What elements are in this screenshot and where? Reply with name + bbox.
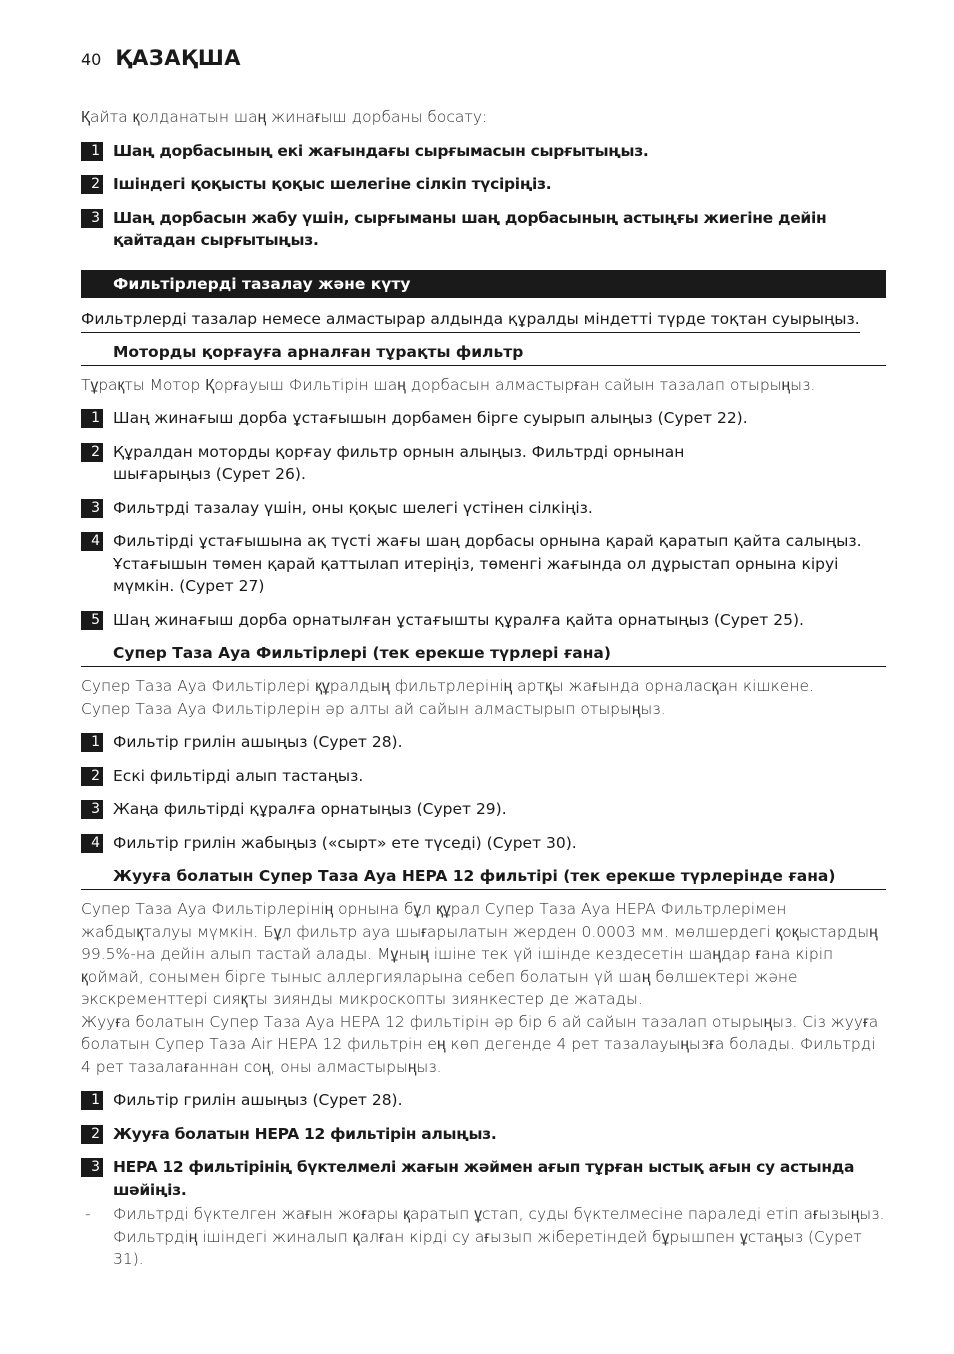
- step-number: 1: [81, 733, 103, 752]
- step-text: Жаңа фильтірді құралға орнатыңыз (Сурет 29).: [113, 800, 507, 818]
- super-step-4: [81, 832, 886, 855]
- step-text: Фильтір грилін ашыңыз (Сурет 28).: [113, 733, 403, 751]
- step-number: 1: [81, 142, 103, 161]
- section-title-bar: Фильтірлерді тазалау және күту: [81, 270, 886, 298]
- bag-step-3: [81, 207, 886, 252]
- motor-filter-description: Тұрақты Мотор Қорғауыш Фильтірін шаң дорбасын алмастырған сайын тазалап отырыңыз.: [81, 375, 816, 394]
- page-number: 40: [81, 50, 102, 69]
- page-language-title: ҚАЗАҚША: [115, 46, 242, 70]
- step-text: Фильтрді тазалау үшін, оны қоқыс шелегі үстінен сілкіңіз.: [113, 498, 593, 517]
- motor-filter-heading: Моторды қорғауға арналған тұрақты фильтр: [81, 341, 886, 366]
- hepa-step-3: [81, 1156, 886, 1201]
- hepa-step-1: [81, 1089, 886, 1112]
- warning-text: Фильтрлерді тазалар немесе алмастырар алдында құралды міндетті түрде тоқтан суырыңыз.: [81, 308, 860, 333]
- page-content: [81, 106, 886, 1271]
- hepa-paragraph-1: Супер Таза Ауа Фильтірлерінің орнына бұл құрал Супер Таза Ауа HEPA Фильтрлерімен жабдықталуы мүмкін. Бұл фильтр ауа шығарылатын жерден 0.0003 мм. мөлшердегі қоқыстардың 99.5%-на дейін алып тастай алады. Мұның ішіне тек үй ішінде кездесетін шаңдар ғана кіріп қоймай, сонымен бірге тыныс аллергияларына себеп болатын үй шаң бөлшектері және экскременттері сияқты зиянды микроскопты зиянкестер де жатады.: [81, 900, 878, 1008]
- motor-step-3: [81, 497, 886, 520]
- step-text: Фильтір грилін жабыңыз («сырт» ете түседі) (Сурет 30).: [113, 833, 577, 852]
- step-text: Жууға болатын HEPA 12 фильтірін алыңыз.: [113, 1124, 497, 1143]
- motor-step-1: [81, 407, 886, 430]
- step-number: 2: [81, 443, 103, 462]
- motor-step-4: [81, 530, 886, 598]
- super-clean-description-1: Супер Таза Ауа Фильтірлері құралдың фильтрлерінің артқы жағында орналасқан кішкене.: [81, 677, 814, 695]
- step-number: 3: [81, 209, 103, 228]
- super-step-3: [81, 798, 886, 821]
- step-number: 3: [81, 499, 103, 518]
- step-number: 4: [81, 532, 103, 551]
- step-text: Ішіндегі қоқысты қоқыс шелегіне сілкіп түсіріңіз.: [113, 175, 552, 193]
- dash-bullet: -: [85, 1205, 91, 1223]
- super-clean-heading: Супер Таза Ауа Фильтірлері (тек ерекше түрлері ғана): [81, 642, 886, 667]
- step-number: 2: [81, 767, 103, 786]
- motor-step-5: [81, 609, 886, 632]
- hepa-heading: Жууға болатын Супер Таза Ауа HEPA 12 фильтірі (тек ерекше түрлерінде ғана): [81, 865, 886, 890]
- hepa-note: [81, 1203, 886, 1271]
- step-text: Шаң жинағыш дорба орнатылған ұстағышты құралға қайта орнатыңыз (Сурет 25).: [113, 610, 804, 629]
- hepa-paragraph-2: Жууға болатын Супер Таза Ауа HEPA 12 фильтірін әр бір 6 ай сайын тазалап отырыңыз. Сіз жууға болатын Супер Таза Air HEPA 12 фильтрін ең көп дегенде 4 рет тазалауыңызға болады. Фильтрді 4 рет тазалағаннан соң, оны алмастырыңыз.: [81, 1012, 879, 1076]
- step-number: 5: [81, 611, 103, 630]
- step-text: HEPA 12 фильтірінің бүктелмелі жағын жәймен ағып тұрған ыстық ағын су астында шәйіңіз.: [113, 1158, 855, 1199]
- step-text: Фильтірді ұстағышына ақ түсті жағы шаң дорбасы орнына қарай қаратып қайта салыңыз. Ұстағышын төмен қарай қаттылап итеріңіз, төменгі жағында ол дұрыстап орнына кіруі мүмкін. (Сурет 27): [113, 532, 862, 595]
- step-number: 2: [81, 1125, 103, 1144]
- step-text: Фильтір грилін ашыңыз (Сурет 28).: [113, 1091, 403, 1109]
- step-number: 3: [81, 800, 103, 819]
- step-text: Шаң жинағыш дорба ұстағышын дорбамен бірге суырып алыңыз (Сурет 22).: [113, 409, 748, 427]
- step-text: Шаң дорбасының екі жағындағы сырғымасын сырғытыңыз.: [113, 141, 649, 160]
- step-number: 4: [81, 834, 103, 853]
- page-header: [81, 46, 241, 70]
- bag-step-2: [81, 173, 886, 196]
- step-text: Ескі фильтірді алып тастаңыз.: [113, 766, 364, 785]
- motor-step-2: [81, 441, 886, 486]
- step-text: Шаң дорбасын жабу үшін, сырғыманы шаң дорбасының астыңғы жиегіне дейін қайтадан сырғытыңыз.: [113, 208, 827, 249]
- super-step-2: [81, 765, 886, 788]
- step-number: 1: [81, 1091, 103, 1110]
- step-number: 2: [81, 175, 103, 194]
- bag-step-1: [81, 140, 886, 163]
- intro-text: Қайта қолданатын шаң жинағыш дорбаны босату:: [81, 108, 488, 126]
- note-text: Фильтрді бүктелген жағын жоғары қаратып ұстап, суды бүктелмесіне параледі етіп ағызыңыз. Фильтрдің ішіндегі жиналып қалған кірді су ағызып жіберетіндей бұрышпен ұстаңыз (Сурет 31).: [113, 1205, 885, 1268]
- step-number: 1: [81, 409, 103, 428]
- step-text: Құралдан моторды қорғау фильтр орнын алыңыз. Фильтрді орнынан шығарыңыз (Сурет 26).: [113, 442, 685, 483]
- super-clean-description-2: Супер Таза Ауа Фильтірлерін әр алты ай сайын алмастырып отырыңыз.: [81, 699, 666, 718]
- super-step-1: [81, 731, 886, 754]
- hepa-step-2: [81, 1123, 886, 1146]
- step-number: 3: [81, 1158, 103, 1177]
